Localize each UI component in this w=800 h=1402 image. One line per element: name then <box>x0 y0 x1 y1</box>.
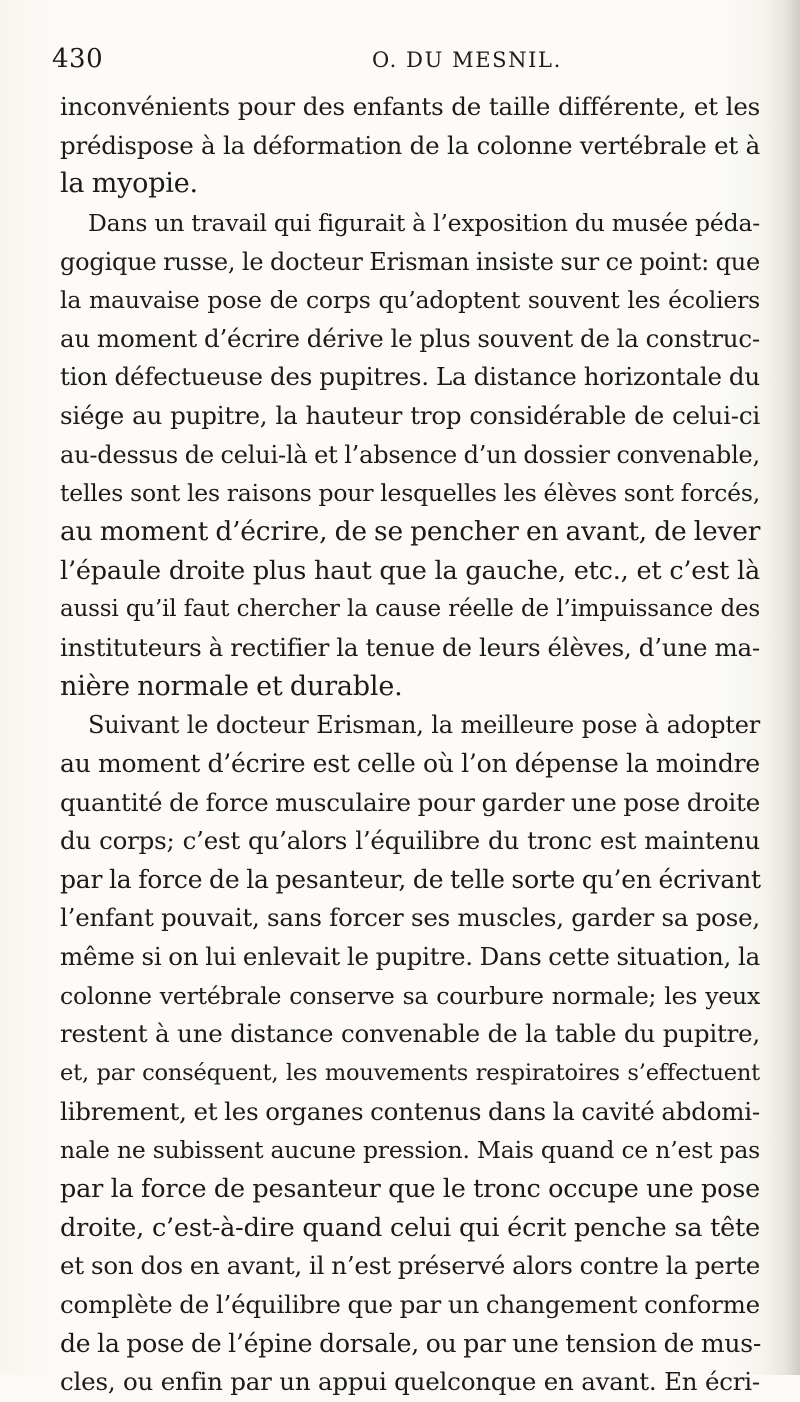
text-line: la myopie. <box>60 168 198 200</box>
text-line: gogique russe, le docteur Erisman insiste sur ce point: que <box>60 247 760 276</box>
text-line: droite, c’est-à-dire quand celui qui écrit penche sa tête <box>60 1212 760 1243</box>
text-line: restent à une distance convenable de la table du pupitre, <box>60 1019 760 1049</box>
text-line: par la force de la pesanteur, de telle sorte qu’en écrivant <box>60 864 761 894</box>
body-text <box>60 88 760 1402</box>
text-line: siége au pupitre, la hauteur trop considérable de celui-ci <box>60 401 760 431</box>
text-line: et son dos en avant, il n’est préservé alors contre la perte <box>60 1251 760 1281</box>
text-line: telles sont les raisons pour lesquelles les élèves sont forcés, <box>60 479 760 508</box>
text-line: cles, ou enfin par un appui quelconque en avant. En écri- <box>60 1367 760 1397</box>
text-line: par la force de pesanteur que le tronc occupe une pose <box>60 1173 760 1204</box>
text-line: tion défectueuse des pupitres. La distance horizontale du <box>60 362 760 392</box>
running-header <box>52 44 760 80</box>
text-line: nale ne subissent aucune pression. Mais quand ce n’est pas <box>60 1136 760 1165</box>
text-line: instituteurs à rectifier la tenue de leurs élèves, d’une ma- <box>60 632 760 662</box>
text-line: complète de l’équilibre que par un changement conforme <box>60 1289 760 1319</box>
text-line: l’épaule droite plus haut que la gauche, etc., et c’est là <box>60 555 760 586</box>
text-line: et, par conséquent, les mouvements respiratoires s’effectuent <box>60 1060 760 1087</box>
text-line: du corps; c’est qu’alors l’équilibre du tronc est maintenu <box>60 826 760 856</box>
text-line: au-dessus de celui-là et l’absence d’un dossier convenable, <box>60 440 760 469</box>
text-line: Dans un travail qui figurait à l’exposition du musée péda- <box>88 208 760 237</box>
text-line: quantité de force musculaire pour garder une pose droite <box>60 787 760 817</box>
text-line: colonne vertébrale conserve sa courbure normale; les yeux <box>60 981 760 1010</box>
text-line: au moment d’écrire est celle où l’on dépense la moindre <box>60 748 760 778</box>
running-header-title: O. DU MESNIL. <box>372 48 562 72</box>
text-line: de la pose de l’épine dorsale, ou par une tension de mus- <box>60 1328 762 1358</box>
text-line: aussi qu’il faut chercher la cause réelle de l’impuissance des <box>60 596 760 623</box>
text-line: inconvénients pour des enfants de taille différente, et les <box>60 92 760 121</box>
page-number: 430 <box>52 44 104 74</box>
text-line: l’enfant pouvait, sans forcer ses muscles, garder sa pose, <box>60 903 760 933</box>
text-line: Suivant le docteur Erisman, la meilleure pose à adopter <box>88 711 760 740</box>
text-line: au moment d’écrire, de se pencher en avant, de lever <box>60 516 761 548</box>
text-line: librement, et les organes contenus dans la cavité abdomi- <box>60 1096 760 1126</box>
text-line: au moment d’écrire dérive le plus souvent de la construc- <box>60 323 760 353</box>
text-line: la mauvaise pose de corps qu’adoptent souvent les écoliers <box>60 286 760 315</box>
text-line: même si on lui enlevait le pupitre. Dans cette situation, la <box>60 942 760 972</box>
text-line: prédispose à la déformation de la colonne vertébrale et à <box>60 130 760 160</box>
page-edge-shadow <box>766 0 800 1375</box>
text-line: nière normale et durable. <box>60 670 403 702</box>
